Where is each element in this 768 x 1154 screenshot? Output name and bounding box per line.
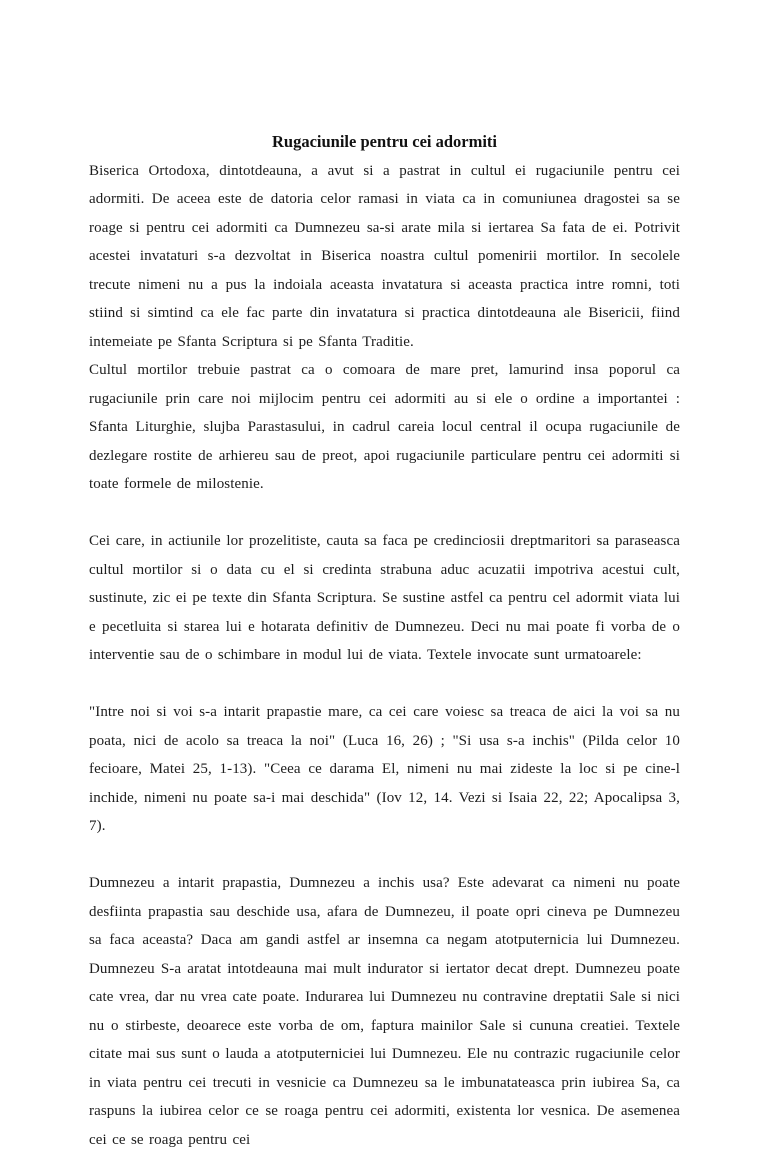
paragraph-citate-biblice: "Intre noi si voi s-a intarit prapastie mare, ca cei care voiesc sa treaca de aici la voi sa nu poata, nici de acolo sa treaca la noi" (Luca 16, 26) ; "Si usa s-a inchis" (Pilda celor 10 fecioare, Matei 25, 1-13). "Ceea ce darama El, nimeni nu mai zideste la loc si pe cine-l inchide, nimeni nu poate sa-i mai deschida" (Iov 12, 14. Vezi si Isaia 22, 22; Apocalipsa 3, 7). — [89, 704, 680, 834]
page-title: Rugaciunile pentru cei adormiti — [271, 132, 498, 151]
paragraph-cult-mortilor: Cultul mortilor trebuie pastrat ca o comoara de mare pret, lamurind insa poporul ca rugaciunile prin care noi mijlocim pentru cei adormiti au si ele o ordine a importantei : Sfanta Liturghie, slujba Parastasului, in cadrul careia locul central il ocupa rugaciunile de dezlegare rostite de arhiereu sau de preot, apoi rugaciunile particulare pentru cei adormiti si toate formele de milostenie. — [89, 362, 680, 492]
paragraph-prozelitism: Cei care, in actiunile lor prozelitiste, cauta sa faca pe credinciosii dreptmaritori sa paraseasca cultul mortilor si o data cu el si credinta strabuna aduc acuzatii impotriva acestui cult, sustinute, zic ei pe texte din Sfanta Scriptura. Se sustine astfel ca pentru cel adormit viata lui e pecetluita si starea lui e hotarata definitiv de Dumnezeu. Deci nu mai poate fi vorba de o interventie sau de o schimbare in modul lui de viata. Textele invocate sunt urmatoarele: — [89, 533, 680, 663]
paragraph-raspuns: Dumnezeu a intarit prapastia, Dumnezeu a inchis usa? Este adevarat ca nimeni nu poate desfiinta prapastia sau deschide usa, afara de Dumnezeu, il poate opri cineva pe Dumnezeu sa faca aceasta? Daca am gandi astfel ar insemna ca negam atotputernicia lui Dumnezeu. Dumnezeu S-a aratat intotdeauna mai mult indurator si iertator decat drept. Dumnezeu poate cate vrea, dar nu vrea cate poate. Indurarea lui Dumnezeu nu contravine dreptatii Sale si nici nu o stirbeste, deoarece este vorba de om, faptura mainilor Sale si cununa creatiei. Textele citate mai sus sunt o lauda a atotputerniciei lui Dumnezeu. Ele nu contrazic rugaciunile celor in viata pentru cei trecuti in vesnicie ca Dumnezeu sa le imbunatateasca prin iubirea Sa, ca raspuns la iubirea celor ce se roaga pentru cei adormiti, existenta lor vesnica. De asemenea cei ce se roaga pentru cei — [89, 875, 680, 1148]
paragraph-intro: Biserica Ortodoxa, dintotdeauna, a avut si a pastrat in cultul ei rugaciunile pentru cei adormiti. De aceea este de datoria celor ramasi in viata ca in comuniunea dragostei sa se roage si pentru cei adormiti ca Dumnezeu sa-si arate mila si iertarea Sa fata de ei. Potrivit acestei invataturi s-a dezvoltat in Biserica noastra cultul pomenirii mortilor. In secolele trecute nimeni nu a pus la indoiala aceasta invatatura si aceasta practica intre romni, toti stiind si simtind ca ele fac parte din invatatura si practica dintotdeauna ale Bisericii, fiind intemeiate pe Sfanta Scriptura si pe Sfanta Traditie. — [89, 162, 680, 350]
